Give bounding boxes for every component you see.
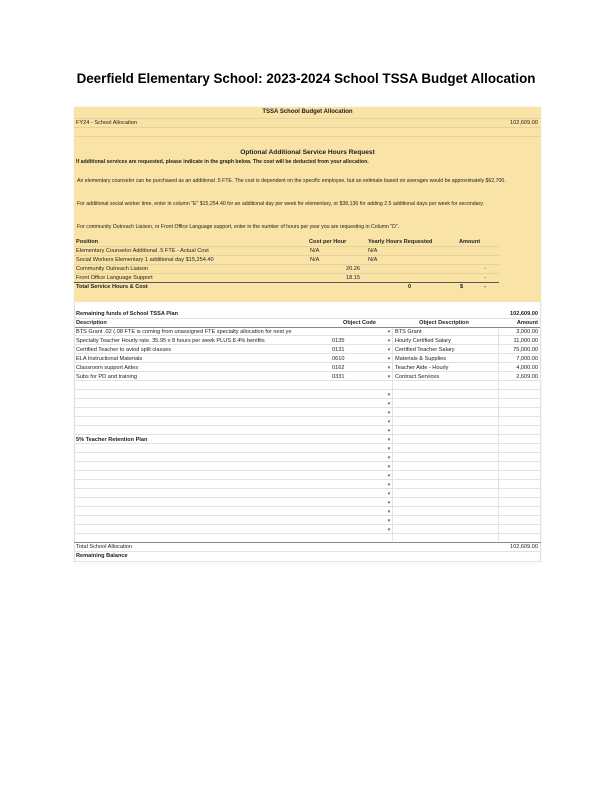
chevron-down-icon[interactable]: ▾ xyxy=(387,365,391,371)
chevron-down-icon[interactable]: ▾ xyxy=(387,509,391,515)
chevron-down-icon[interactable]: ▾ xyxy=(387,500,391,506)
service-amount: - xyxy=(484,266,486,272)
service-total-label: Total Service Hours & Cost xyxy=(76,284,148,290)
optional-heading: Optional Additional Service Hours Request xyxy=(240,149,375,156)
plan-row-amount: 75,000.00 xyxy=(513,347,538,353)
plan-row-object-description: Certified Teacher Salary xyxy=(395,347,455,353)
chevron-down-icon[interactable]: ▾ xyxy=(387,347,391,353)
plan-row-object-description: Teacher Aide - Hourly xyxy=(395,365,449,371)
service-total-hours: 0 xyxy=(408,284,412,290)
chevron-down-icon[interactable]: ▾ xyxy=(387,482,391,488)
plan-row-description: ELA Instructional Materials xyxy=(76,356,143,362)
chevron-down-icon[interactable]: ▾ xyxy=(387,410,391,416)
chevron-down-icon[interactable]: ▾ xyxy=(387,446,391,452)
service-hours[interactable] xyxy=(368,266,428,273)
chevron-down-icon[interactable]: ▾ xyxy=(387,473,391,479)
service-total-currency: $ xyxy=(460,284,464,290)
counselor-paragraph: An elementary counselor can be purchased as an additional .5 FTE. The cost is dependent on the specific employee, but an estimate based on averages would be approximately $62,700. xyxy=(77,178,506,184)
chevron-down-icon[interactable]: ▾ xyxy=(387,338,391,344)
social-worker-paragraph: For additional social worker time, enter in column "E" $15,254.40 for an additional day per week for elementary, or $38,136 for adding 2.5 additional days per week for secondary. xyxy=(77,201,484,207)
plan-row-object-description: Contract Services xyxy=(395,374,440,380)
amount-column-header: Amount xyxy=(516,320,538,326)
service-position: Social Workers Elementary 1 additional day $15,254.40 xyxy=(76,257,214,263)
chevron-down-icon[interactable]: ▾ xyxy=(387,464,391,470)
service-hours[interactable]: N/A xyxy=(368,248,378,254)
chevron-down-icon[interactable]: ▾ xyxy=(387,437,391,443)
plan-heading: Remaining funds of School TSSA Plan xyxy=(76,311,179,317)
plan-row-description: Certified Teacher to aviod split classes xyxy=(76,347,172,353)
chevron-down-icon[interactable]: ▾ xyxy=(387,356,391,362)
plan-row-amount: 2,609.00 xyxy=(516,374,538,380)
service-cost: N/A xyxy=(310,257,320,263)
plan-row-code: 0331 xyxy=(332,374,345,380)
chevron-down-icon[interactable]: ▾ xyxy=(387,374,391,380)
service-cost: N/A xyxy=(310,248,320,254)
service-hours[interactable] xyxy=(368,275,428,282)
chevron-down-icon[interactable]: ▾ xyxy=(387,419,391,425)
plan-heading-amount: 102,609.00 xyxy=(510,311,538,317)
service-total-amount: - xyxy=(484,284,486,290)
budget-spreadsheet xyxy=(74,107,541,563)
service-cost: 18.15 xyxy=(346,275,360,281)
plan-row-code: 0135 xyxy=(332,338,345,344)
chevron-down-icon[interactable]: ▾ xyxy=(387,455,391,461)
service-position: Elementary Counselor Additional .5 FTE - Actual Cost xyxy=(76,248,209,254)
optional-intro: If additional services are requested, please indicate in the graph below. The cost will be deducted from your allocation. xyxy=(76,159,369,165)
sheet-heading: TSSA School Budget Allocation xyxy=(262,109,353,115)
chevron-down-icon[interactable]: ▾ xyxy=(387,527,391,533)
description-header: Description xyxy=(76,320,107,326)
total-allocation-label: Total School Allocation xyxy=(76,544,132,550)
plan-row-object-description: BTS Grant xyxy=(395,329,422,335)
outreach-paragraph: For community Outreach Liaison, or Front Office Language support, enter in the number of hours per year you are requesting in Column "D". xyxy=(77,224,400,230)
plan-row-amount: 11,000.00 xyxy=(513,338,538,344)
plan-row-code: 0131 xyxy=(332,347,345,353)
plan-row-description: Subs for PD and training xyxy=(76,374,137,380)
chevron-down-icon[interactable]: ▾ xyxy=(387,491,391,497)
service-position: Community Outreach Liaison xyxy=(76,266,149,272)
chevron-down-icon[interactable]: ▾ xyxy=(387,392,391,398)
amount-header: Amount xyxy=(459,239,481,245)
plan-row-description: Classroom support Aides xyxy=(76,365,139,371)
plan-row-object-description: Materials & Supplies xyxy=(395,356,446,362)
hours-header: Yearly Hours Requested xyxy=(368,239,433,245)
service-cost: 20.26 xyxy=(346,266,360,272)
service-position: Front Office Language Support xyxy=(76,275,153,281)
chevron-down-icon[interactable]: ▾ xyxy=(387,428,391,434)
plan-row-description: Specialty Teacher Hourly rate. 35.95 x 8 hours per week PLUS 8.4% benifits xyxy=(76,338,265,344)
chevron-down-icon[interactable]: ▾ xyxy=(387,518,391,524)
total-allocation-amount: 102,609.00 xyxy=(510,544,538,550)
plan-row-code: 0162 xyxy=(332,365,345,371)
plan-row-description: BTS Grant .02 (.08 FTE is coming from unassigned FTE specialty allocation for next ye xyxy=(76,329,292,335)
service-amount: - xyxy=(484,275,486,281)
fy-amount: 102,609.00 xyxy=(510,120,538,126)
plan-row-object-description: Hourly Certified Salary xyxy=(395,338,451,344)
plan-row-code: 0610 xyxy=(332,356,345,362)
remaining-balance-label: Remaining Balance xyxy=(76,553,128,559)
position-header: Position xyxy=(76,239,99,245)
service-hours[interactable]: N/A xyxy=(368,257,378,263)
chevron-down-icon[interactable]: ▾ xyxy=(387,401,391,407)
object-code-header: Object Code xyxy=(343,320,376,326)
fy-label: FY24 - School Allocation xyxy=(76,120,137,126)
plan-row-amount: 7,000.00 xyxy=(516,356,538,362)
object-description-header: Object Description xyxy=(419,320,469,326)
chevron-down-icon[interactable]: ▾ xyxy=(387,329,391,335)
page-title: Deerfield Elementary School: 2023-2024 School TSSA Budget Allocation xyxy=(76,71,536,86)
retention-plan-label: 5% Teacher Retention Plan xyxy=(76,437,148,443)
plan-row-amount: 3,000.00 xyxy=(516,329,538,335)
plan-row-amount: 4,000.00 xyxy=(516,365,538,371)
cost-header: Cost per Hour xyxy=(309,239,347,245)
